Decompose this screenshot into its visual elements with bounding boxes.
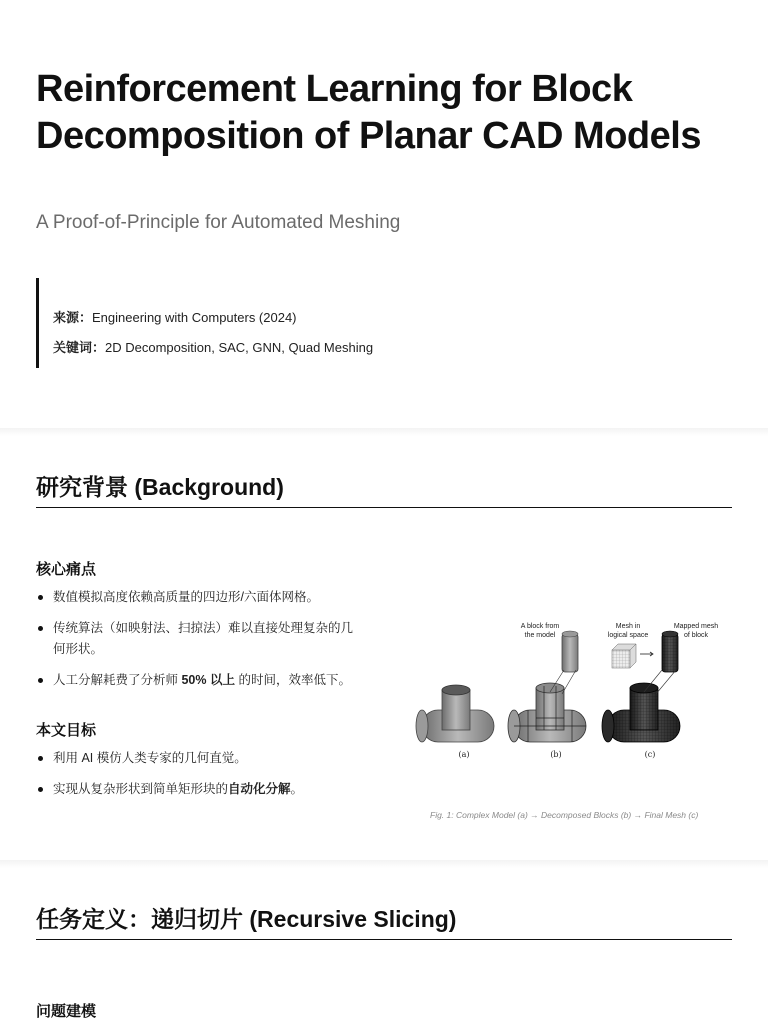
model-b <box>508 683 586 742</box>
meta-keywords <box>53 333 373 363</box>
panel-label-c: (c) <box>644 750 656 759</box>
list-item <box>36 587 356 608</box>
paper-title: Reinforcement Learning for Block Decomposition of Planar CAD Models <box>36 68 701 157</box>
figure-label-text: Mesh in logical space <box>607 623 649 639</box>
list-item-text: 数值模拟高度依赖高质量的四边形/六面体网格。 <box>53 590 319 604</box>
meta-source-value: Engineering with Computers (2024) <box>92 310 297 325</box>
meta-keywords-label: 关键词： <box>53 340 106 355</box>
section-title-background: 研究背景 (Background) <box>36 474 284 500</box>
list-item-emphasis: 50% 以上 <box>181 673 235 687</box>
logical-space-mesh <box>612 644 653 668</box>
list-item <box>36 670 356 691</box>
problem-modeling-heading: 问题建模 <box>36 1003 97 1020</box>
figure-caption: Fig. 1: Complex Model (a) → Decomposed Blocks (b) → Final Mesh (c) <box>430 810 699 820</box>
list-item <box>36 618 356 660</box>
figure-label-block <box>512 622 568 640</box>
section-divider <box>0 860 768 868</box>
figure-label-text: A block from the model <box>520 623 560 639</box>
list-item-text: 人工分解耗费了分析师 <box>53 673 182 687</box>
list-item-text: 实现从复杂形状到简单矩形块的 <box>53 782 229 796</box>
model-c <box>602 683 680 742</box>
figure-label-logical <box>600 622 656 640</box>
figure-label-mapped <box>666 622 726 640</box>
panel-label-a: (a) <box>458 750 470 759</box>
meta-source <box>53 303 373 333</box>
meta-keywords-value: 2D Decomposition, SAC, GNN, Quad Meshing <box>105 340 374 355</box>
section-rule <box>36 939 732 940</box>
figure-label-text: Mapped mesh of block <box>673 623 719 639</box>
paper-meta <box>36 278 373 368</box>
section-title-task: 任务定义：递归切片 (Recursive Slicing) <box>36 906 457 932</box>
paper-subtitle: A Proof-of-Principle for Automated Meshing <box>36 212 401 233</box>
section-divider <box>0 428 768 436</box>
meta-source-label: 来源： <box>53 310 93 325</box>
list-item <box>36 748 356 769</box>
list-item-text: 利用 AI 模仿人类专家的几何直觉。 <box>53 751 247 765</box>
pain-points-heading: 核心痛点 <box>36 561 97 578</box>
list-item <box>36 779 356 800</box>
pain-points-list <box>36 587 356 701</box>
model-a <box>416 685 494 742</box>
panel-label-b: (b) <box>550 750 562 759</box>
decomposition-figure <box>400 600 732 800</box>
section-rule <box>36 507 732 508</box>
list-item-text: 传统算法（如映射法、扫掠法）难以直接处理复杂的几何形状。 <box>53 621 354 656</box>
goals-heading: 本文目标 <box>36 722 97 739</box>
list-item-text: 的时间，效率低下。 <box>234 673 351 687</box>
list-item-emphasis: 自动化分解 <box>228 782 291 796</box>
list-item-text: 。 <box>290 782 304 796</box>
goals-list <box>36 748 356 810</box>
hero-section <box>0 0 768 428</box>
